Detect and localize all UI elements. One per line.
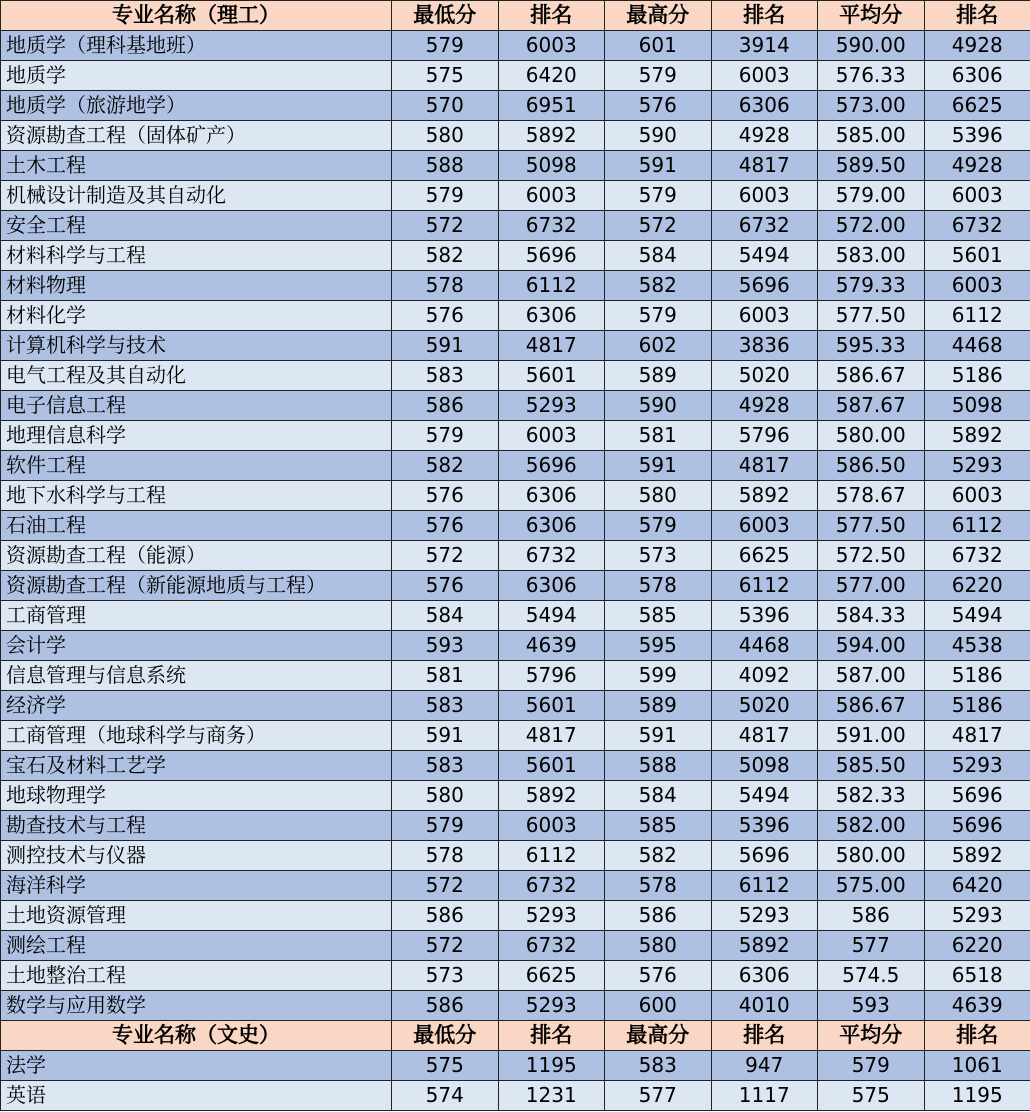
value-cell: 4817 bbox=[498, 331, 605, 361]
value-cell: 5601 bbox=[498, 361, 605, 391]
major-name-cell: 计算机科学与技术 bbox=[1, 331, 392, 361]
value-cell: 6003 bbox=[924, 481, 1030, 511]
value-cell: 583 bbox=[392, 691, 499, 721]
value-cell: 577.50 bbox=[818, 511, 925, 541]
value-cell: 5494 bbox=[711, 781, 818, 811]
value-cell: 6306 bbox=[498, 481, 605, 511]
major-name-cell: 经济学 bbox=[1, 691, 392, 721]
value-cell: 591 bbox=[605, 721, 712, 751]
value-cell: 586.50 bbox=[818, 451, 925, 481]
table-row bbox=[1, 931, 1030, 961]
major-name-cell: 信息管理与信息系统 bbox=[1, 661, 392, 691]
value-cell: 576 bbox=[605, 961, 712, 991]
value-cell: 5892 bbox=[924, 841, 1030, 871]
value-cell: 6003 bbox=[711, 301, 818, 331]
value-cell: 570 bbox=[392, 91, 499, 121]
value-cell: 573 bbox=[392, 961, 499, 991]
major-name-cell: 安全工程 bbox=[1, 211, 392, 241]
value-cell: 6732 bbox=[924, 541, 1030, 571]
value-cell: 584.33 bbox=[818, 601, 925, 631]
value-cell: 6112 bbox=[498, 271, 605, 301]
value-cell: 579 bbox=[392, 421, 499, 451]
value-cell: 577 bbox=[605, 1081, 712, 1111]
value-cell: 601 bbox=[605, 31, 712, 61]
major-name-cell: 土地资源管理 bbox=[1, 901, 392, 931]
table-row bbox=[1, 901, 1030, 931]
table-row bbox=[1, 61, 1030, 91]
value-cell: 576 bbox=[605, 91, 712, 121]
value-cell: 575.00 bbox=[818, 871, 925, 901]
value-cell: 585.50 bbox=[818, 751, 925, 781]
value-cell: 572 bbox=[392, 871, 499, 901]
major-name-cell: 数学与应用数学 bbox=[1, 991, 392, 1021]
value-cell: 5601 bbox=[498, 751, 605, 781]
value-cell: 579 bbox=[605, 511, 712, 541]
value-cell: 580.00 bbox=[818, 841, 925, 871]
value-cell: 5293 bbox=[924, 451, 1030, 481]
table-row bbox=[1, 841, 1030, 871]
table-row bbox=[1, 1051, 1030, 1081]
value-cell: 591 bbox=[392, 331, 499, 361]
value-cell: 6306 bbox=[711, 91, 818, 121]
section-header-row bbox=[1, 1021, 1030, 1051]
value-cell: 600 bbox=[605, 991, 712, 1021]
value-cell: 584 bbox=[605, 781, 712, 811]
value-cell: 584 bbox=[392, 601, 499, 631]
value-cell: 579 bbox=[605, 301, 712, 331]
table-row bbox=[1, 571, 1030, 601]
major-name-cell: 会计学 bbox=[1, 631, 392, 661]
table-row bbox=[1, 631, 1030, 661]
value-cell: 576 bbox=[392, 301, 499, 331]
table-row bbox=[1, 211, 1030, 241]
value-cell: 579.00 bbox=[818, 181, 925, 211]
value-cell: 4468 bbox=[924, 331, 1030, 361]
major-name-cell: 地理信息科学 bbox=[1, 421, 392, 451]
major-name-cell: 地球物理学 bbox=[1, 781, 392, 811]
table-row bbox=[1, 301, 1030, 331]
value-cell: 586 bbox=[605, 901, 712, 931]
value-cell: 5293 bbox=[711, 901, 818, 931]
column-header: 排名 bbox=[711, 1, 818, 31]
value-cell: 580 bbox=[605, 931, 712, 961]
value-cell: 576 bbox=[392, 571, 499, 601]
major-name-cell: 土木工程 bbox=[1, 151, 392, 181]
value-cell: 583 bbox=[392, 751, 499, 781]
value-cell: 6732 bbox=[498, 931, 605, 961]
value-cell: 6732 bbox=[498, 211, 605, 241]
value-cell: 583 bbox=[392, 361, 499, 391]
value-cell: 599 bbox=[605, 661, 712, 691]
value-cell: 572 bbox=[605, 211, 712, 241]
value-cell: 5186 bbox=[924, 361, 1030, 391]
major-name-cell: 资源勘查工程（能源） bbox=[1, 541, 392, 571]
column-header: 平均分 bbox=[818, 1, 925, 31]
value-cell: 5796 bbox=[498, 661, 605, 691]
value-cell: 586 bbox=[392, 901, 499, 931]
value-cell: 583.00 bbox=[818, 241, 925, 271]
value-cell: 578.67 bbox=[818, 481, 925, 511]
value-cell: 6306 bbox=[498, 511, 605, 541]
value-cell: 4817 bbox=[924, 721, 1030, 751]
table-row bbox=[1, 961, 1030, 991]
value-cell: 585 bbox=[605, 811, 712, 841]
value-cell: 589.50 bbox=[818, 151, 925, 181]
value-cell: 5696 bbox=[498, 451, 605, 481]
value-cell: 5396 bbox=[711, 811, 818, 841]
major-name-cell: 电子信息工程 bbox=[1, 391, 392, 421]
value-cell: 579 bbox=[605, 61, 712, 91]
value-cell: 4092 bbox=[711, 661, 818, 691]
value-cell: 589 bbox=[605, 691, 712, 721]
value-cell: 6003 bbox=[498, 421, 605, 451]
table-row bbox=[1, 421, 1030, 451]
value-cell: 582.00 bbox=[818, 811, 925, 841]
value-cell: 591.00 bbox=[818, 721, 925, 751]
table-row bbox=[1, 781, 1030, 811]
table-row bbox=[1, 691, 1030, 721]
value-cell: 575 bbox=[818, 1081, 925, 1111]
table-row bbox=[1, 601, 1030, 631]
value-cell: 581 bbox=[605, 421, 712, 451]
value-cell: 578 bbox=[605, 871, 712, 901]
value-cell: 4817 bbox=[498, 721, 605, 751]
value-cell: 5696 bbox=[711, 271, 818, 301]
value-cell: 6420 bbox=[924, 871, 1030, 901]
value-cell: 3836 bbox=[711, 331, 818, 361]
value-cell: 4928 bbox=[711, 121, 818, 151]
table-row bbox=[1, 241, 1030, 271]
value-cell: 579 bbox=[392, 811, 499, 841]
column-header: 最高分 bbox=[605, 1, 712, 31]
value-cell: 591 bbox=[605, 451, 712, 481]
major-name-cell: 材料物理 bbox=[1, 271, 392, 301]
value-cell: 1117 bbox=[711, 1081, 818, 1111]
column-header: 平均分 bbox=[818, 1021, 925, 1051]
value-cell: 3914 bbox=[711, 31, 818, 61]
table-row bbox=[1, 481, 1030, 511]
value-cell: 591 bbox=[605, 151, 712, 181]
major-name-cell: 宝石及材料工艺学 bbox=[1, 751, 392, 781]
table-row bbox=[1, 361, 1030, 391]
value-cell: 577.00 bbox=[818, 571, 925, 601]
column-header-major: 专业名称（文史） bbox=[1, 1021, 392, 1051]
value-cell: 578 bbox=[392, 841, 499, 871]
value-cell: 574 bbox=[392, 1081, 499, 1111]
value-cell: 6306 bbox=[498, 301, 605, 331]
major-name-cell: 材料科学与工程 bbox=[1, 241, 392, 271]
major-name-cell: 工商管理 bbox=[1, 601, 392, 631]
value-cell: 5293 bbox=[498, 391, 605, 421]
value-cell: 6625 bbox=[498, 961, 605, 991]
value-cell: 588 bbox=[392, 151, 499, 181]
value-cell: 587.00 bbox=[818, 661, 925, 691]
value-cell: 6003 bbox=[498, 181, 605, 211]
value-cell: 6951 bbox=[498, 91, 605, 121]
value-cell: 6732 bbox=[924, 211, 1030, 241]
value-cell: 580 bbox=[392, 781, 499, 811]
value-cell: 6732 bbox=[498, 871, 605, 901]
value-cell: 576 bbox=[392, 511, 499, 541]
column-header: 排名 bbox=[924, 1021, 1030, 1051]
value-cell: 579 bbox=[818, 1051, 925, 1081]
value-cell: 575 bbox=[392, 1051, 499, 1081]
value-cell: 5020 bbox=[711, 361, 818, 391]
value-cell: 593 bbox=[818, 991, 925, 1021]
column-header: 最低分 bbox=[392, 1, 499, 31]
value-cell: 582 bbox=[605, 271, 712, 301]
value-cell: 5892 bbox=[498, 781, 605, 811]
major-name-cell: 海洋科学 bbox=[1, 871, 392, 901]
value-cell: 4928 bbox=[711, 391, 818, 421]
value-cell: 5494 bbox=[711, 241, 818, 271]
value-cell: 580.00 bbox=[818, 421, 925, 451]
major-name-cell: 资源勘查工程（固体矿产） bbox=[1, 121, 392, 151]
value-cell: 5098 bbox=[498, 151, 605, 181]
value-cell: 595.33 bbox=[818, 331, 925, 361]
major-name-cell: 石油工程 bbox=[1, 511, 392, 541]
value-cell: 594.00 bbox=[818, 631, 925, 661]
value-cell: 5601 bbox=[924, 241, 1030, 271]
table-row bbox=[1, 451, 1030, 481]
value-cell: 577.50 bbox=[818, 301, 925, 331]
value-cell: 5796 bbox=[711, 421, 818, 451]
value-cell: 5186 bbox=[924, 661, 1030, 691]
value-cell: 6003 bbox=[924, 271, 1030, 301]
value-cell: 5293 bbox=[924, 751, 1030, 781]
value-cell: 6112 bbox=[924, 511, 1030, 541]
value-cell: 576.33 bbox=[818, 61, 925, 91]
value-cell: 5098 bbox=[711, 751, 818, 781]
value-cell: 4468 bbox=[711, 631, 818, 661]
value-cell: 590 bbox=[605, 391, 712, 421]
value-cell: 580 bbox=[392, 121, 499, 151]
table-row bbox=[1, 991, 1030, 1021]
value-cell: 5696 bbox=[498, 241, 605, 271]
table-row bbox=[1, 871, 1030, 901]
value-cell: 586.67 bbox=[818, 361, 925, 391]
value-cell: 581 bbox=[392, 661, 499, 691]
table-row bbox=[1, 271, 1030, 301]
column-header: 排名 bbox=[498, 1021, 605, 1051]
value-cell: 6306 bbox=[498, 571, 605, 601]
table-row bbox=[1, 331, 1030, 361]
value-cell: 4817 bbox=[711, 151, 818, 181]
column-header-major: 专业名称（理工） bbox=[1, 1, 392, 31]
value-cell: 582 bbox=[392, 241, 499, 271]
value-cell: 6003 bbox=[711, 181, 818, 211]
value-cell: 586.67 bbox=[818, 691, 925, 721]
value-cell: 6420 bbox=[498, 61, 605, 91]
column-header: 排名 bbox=[711, 1021, 818, 1051]
value-cell: 5494 bbox=[924, 601, 1030, 631]
value-cell: 582 bbox=[392, 451, 499, 481]
value-cell: 579 bbox=[605, 181, 712, 211]
value-cell: 572.00 bbox=[818, 211, 925, 241]
value-cell: 4928 bbox=[924, 31, 1030, 61]
value-cell: 6003 bbox=[498, 811, 605, 841]
table-row bbox=[1, 1081, 1030, 1111]
table-row bbox=[1, 151, 1030, 181]
value-cell: 6112 bbox=[711, 871, 818, 901]
value-cell: 578 bbox=[392, 271, 499, 301]
value-cell: 577 bbox=[818, 931, 925, 961]
value-cell: 1061 bbox=[924, 1051, 1030, 1081]
value-cell: 5892 bbox=[711, 931, 818, 961]
value-cell: 578 bbox=[605, 571, 712, 601]
major-name-cell: 电气工程及其自动化 bbox=[1, 361, 392, 391]
column-header: 排名 bbox=[498, 1, 605, 31]
value-cell: 1195 bbox=[924, 1081, 1030, 1111]
value-cell: 572 bbox=[392, 211, 499, 241]
score-table-body bbox=[1, 1, 1030, 1111]
major-name-cell: 软件工程 bbox=[1, 451, 392, 481]
value-cell: 593 bbox=[392, 631, 499, 661]
value-cell: 582 bbox=[605, 841, 712, 871]
column-header: 排名 bbox=[924, 1, 1030, 31]
value-cell: 6220 bbox=[924, 571, 1030, 601]
value-cell: 6306 bbox=[924, 61, 1030, 91]
value-cell: 5696 bbox=[924, 781, 1030, 811]
major-name-cell: 材料化学 bbox=[1, 301, 392, 331]
value-cell: 4928 bbox=[924, 151, 1030, 181]
value-cell: 6518 bbox=[924, 961, 1030, 991]
major-name-cell: 地下水科学与工程 bbox=[1, 481, 392, 511]
value-cell: 6625 bbox=[711, 541, 818, 571]
value-cell: 6220 bbox=[924, 931, 1030, 961]
value-cell: 6732 bbox=[498, 541, 605, 571]
value-cell: 5020 bbox=[711, 691, 818, 721]
value-cell: 5696 bbox=[924, 811, 1030, 841]
value-cell: 591 bbox=[392, 721, 499, 751]
value-cell: 6003 bbox=[924, 181, 1030, 211]
value-cell: 572 bbox=[392, 541, 499, 571]
table-row bbox=[1, 751, 1030, 781]
value-cell: 4639 bbox=[924, 991, 1030, 1021]
value-cell: 5186 bbox=[924, 691, 1030, 721]
table-row bbox=[1, 31, 1030, 61]
value-cell: 6306 bbox=[711, 961, 818, 991]
value-cell: 5892 bbox=[711, 481, 818, 511]
table-row bbox=[1, 181, 1030, 211]
value-cell: 572.50 bbox=[818, 541, 925, 571]
value-cell: 4538 bbox=[924, 631, 1030, 661]
value-cell: 5396 bbox=[711, 601, 818, 631]
table-row bbox=[1, 91, 1030, 121]
value-cell: 579 bbox=[392, 181, 499, 211]
value-cell: 6112 bbox=[711, 571, 818, 601]
value-cell: 576 bbox=[392, 481, 499, 511]
table-row bbox=[1, 511, 1030, 541]
table-row bbox=[1, 721, 1030, 751]
value-cell: 1195 bbox=[498, 1051, 605, 1081]
section-header-row bbox=[1, 1, 1030, 31]
major-name-cell: 测控技术与仪器 bbox=[1, 841, 392, 871]
value-cell: 4817 bbox=[711, 451, 818, 481]
value-cell: 6112 bbox=[498, 841, 605, 871]
value-cell: 590 bbox=[605, 121, 712, 151]
column-header: 最低分 bbox=[392, 1021, 499, 1051]
table-row bbox=[1, 811, 1030, 841]
value-cell: 5293 bbox=[924, 901, 1030, 931]
value-cell: 587.67 bbox=[818, 391, 925, 421]
value-cell: 4639 bbox=[498, 631, 605, 661]
value-cell: 575 bbox=[392, 61, 499, 91]
value-cell: 5892 bbox=[924, 421, 1030, 451]
value-cell: 586 bbox=[392, 391, 499, 421]
value-cell: 579 bbox=[392, 31, 499, 61]
value-cell: 602 bbox=[605, 331, 712, 361]
major-name-cell: 资源勘查工程（新能源地质与工程） bbox=[1, 571, 392, 601]
major-name-cell: 机械设计制造及其自动化 bbox=[1, 181, 392, 211]
value-cell: 573.00 bbox=[818, 91, 925, 121]
major-name-cell: 勘查技术与工程 bbox=[1, 811, 392, 841]
major-name-cell: 地质学（理科基地班） bbox=[1, 31, 392, 61]
value-cell: 5892 bbox=[498, 121, 605, 151]
value-cell: 5098 bbox=[924, 391, 1030, 421]
value-cell: 595 bbox=[605, 631, 712, 661]
major-name-cell: 英语 bbox=[1, 1081, 392, 1111]
major-name-cell: 测绘工程 bbox=[1, 931, 392, 961]
value-cell: 5293 bbox=[498, 991, 605, 1021]
value-cell: 586 bbox=[392, 991, 499, 1021]
value-cell: 572 bbox=[392, 931, 499, 961]
value-cell: 573 bbox=[605, 541, 712, 571]
value-cell: 4010 bbox=[711, 991, 818, 1021]
value-cell: 6003 bbox=[711, 61, 818, 91]
major-name-cell: 地质学 bbox=[1, 61, 392, 91]
table-row bbox=[1, 121, 1030, 151]
value-cell: 6732 bbox=[711, 211, 818, 241]
value-cell: 6003 bbox=[711, 511, 818, 541]
value-cell: 4817 bbox=[711, 721, 818, 751]
value-cell: 588 bbox=[605, 751, 712, 781]
major-name-cell: 土地整治工程 bbox=[1, 961, 392, 991]
value-cell: 579.33 bbox=[818, 271, 925, 301]
major-name-cell: 地质学（旅游地学） bbox=[1, 91, 392, 121]
column-header: 最高分 bbox=[605, 1021, 712, 1051]
value-cell: 947 bbox=[711, 1051, 818, 1081]
value-cell: 5293 bbox=[498, 901, 605, 931]
value-cell: 585.00 bbox=[818, 121, 925, 151]
value-cell: 6625 bbox=[924, 91, 1030, 121]
value-cell: 580 bbox=[605, 481, 712, 511]
value-cell: 586 bbox=[818, 901, 925, 931]
value-cell: 5396 bbox=[924, 121, 1030, 151]
value-cell: 5696 bbox=[711, 841, 818, 871]
value-cell: 6112 bbox=[924, 301, 1030, 331]
value-cell: 5601 bbox=[498, 691, 605, 721]
value-cell: 589 bbox=[605, 361, 712, 391]
value-cell: 5494 bbox=[498, 601, 605, 631]
value-cell: 582.33 bbox=[818, 781, 925, 811]
major-name-cell: 工商管理（地球科学与商务） bbox=[1, 721, 392, 751]
table-row bbox=[1, 661, 1030, 691]
value-cell: 1231 bbox=[498, 1081, 605, 1111]
value-cell: 583 bbox=[605, 1051, 712, 1081]
major-name-cell: 法学 bbox=[1, 1051, 392, 1081]
table-row bbox=[1, 391, 1030, 421]
value-cell: 584 bbox=[605, 241, 712, 271]
value-cell: 574.5 bbox=[818, 961, 925, 991]
value-cell: 585 bbox=[605, 601, 712, 631]
value-cell: 590.00 bbox=[818, 31, 925, 61]
value-cell: 6003 bbox=[498, 31, 605, 61]
table-row bbox=[1, 541, 1030, 571]
